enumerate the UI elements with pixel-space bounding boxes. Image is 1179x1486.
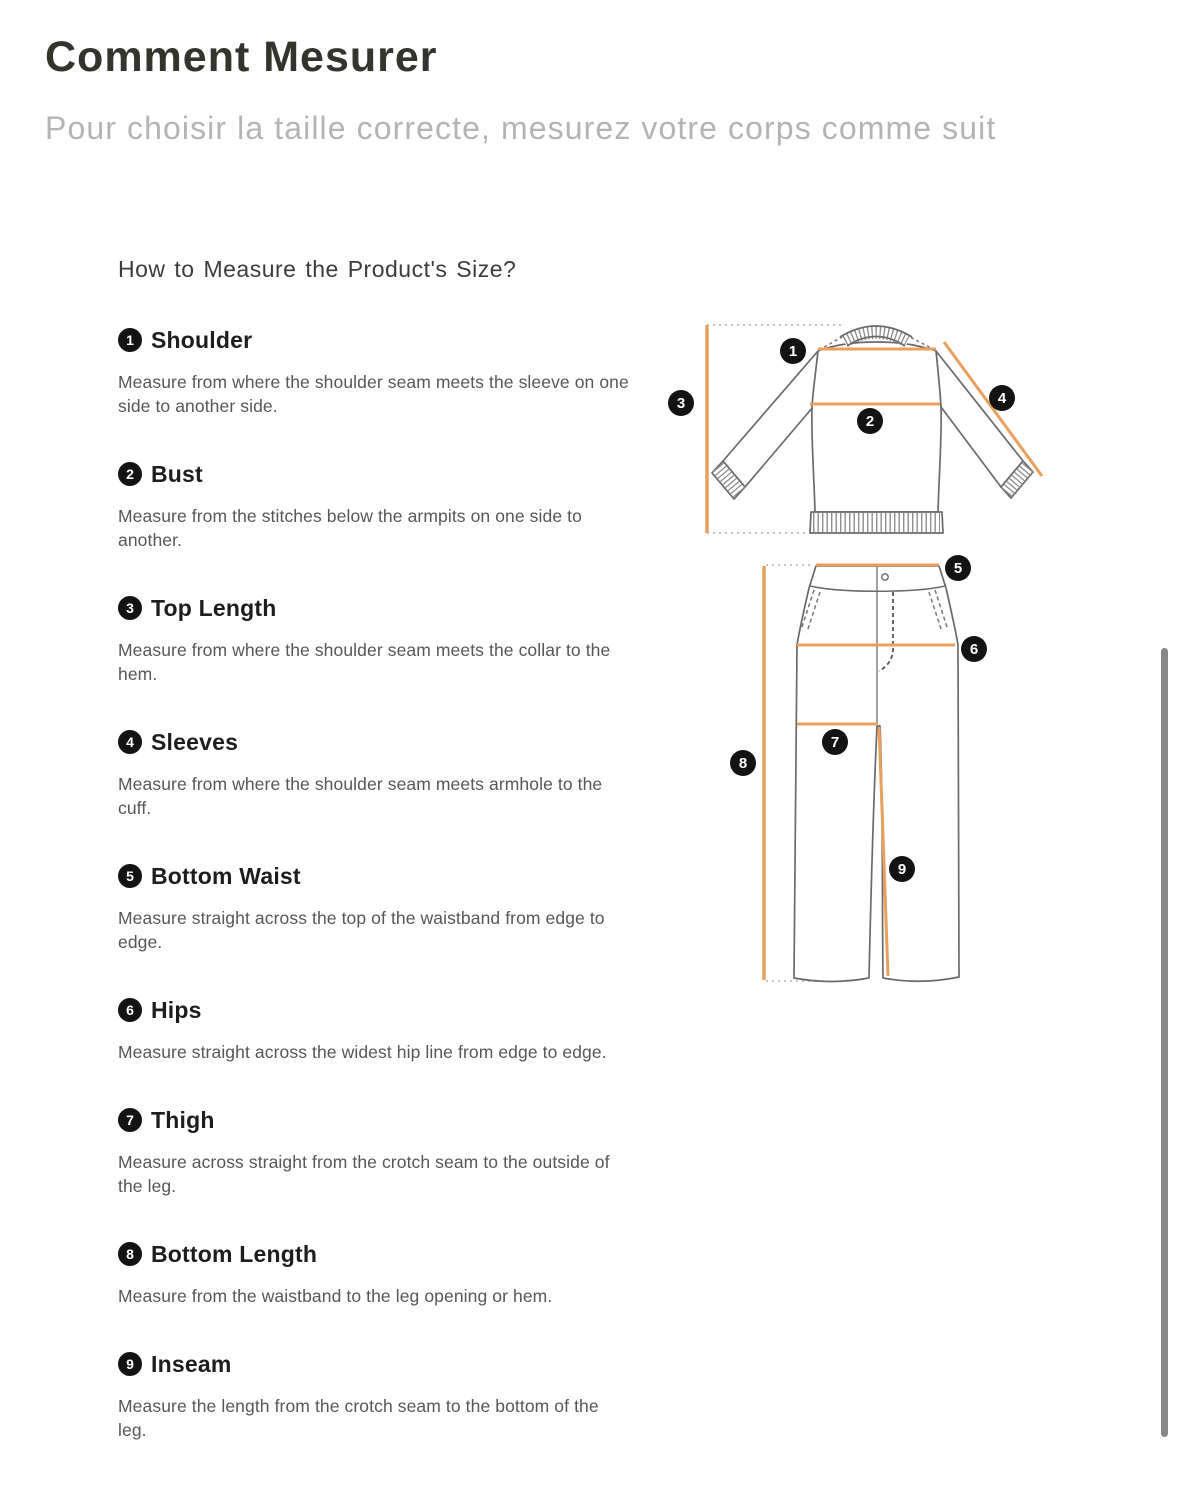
measure-item-hips <box>118 998 663 1064</box>
diagram-badge-top-length: 3 <box>668 390 694 416</box>
measure-item-title: Inseam <box>151 1351 232 1377</box>
measure-item-title: Bust <box>151 461 203 487</box>
step-number-badge: 2 <box>118 462 142 486</box>
measure-item-description: Measure from where the shoulder seam meets the collar to the hem. <box>118 640 611 684</box>
measure-item-sleeves <box>118 730 663 820</box>
sweater-diagram <box>655 315 1050 555</box>
measure-item-title: Thigh <box>151 1107 215 1133</box>
measure-item-description: Measure the length from the crotch seam to the bottom of the leg. <box>118 1396 599 1440</box>
step-number-badge: 7 <box>118 1108 142 1132</box>
step-number-badge: 4 <box>118 730 142 754</box>
diagram-badge-inseam: 9 <box>889 856 915 882</box>
measure-item-description: Measure straight across the top of the waistband from edge to edge. <box>118 908 605 952</box>
step-number-badge: 8 <box>118 1242 142 1266</box>
page-title: Comment Mesurer <box>45 33 438 81</box>
diagram-badge-thigh: 7 <box>822 729 848 755</box>
measure-item-title: Bottom Length <box>151 1241 318 1267</box>
pants-diagram <box>730 550 990 990</box>
measure-item-description: Measure from the stitches below the armpits on one side to another. <box>118 506 582 550</box>
step-number-badge: 3 <box>118 596 142 620</box>
measure-item-thigh <box>118 1108 663 1198</box>
measure-item-bottom-length <box>118 1242 663 1308</box>
diagram-badge-bottom-waist: 5 <box>945 555 971 581</box>
measure-item-bottom-waist <box>118 864 663 954</box>
guide-heading: How to Measure the Product's Size? <box>118 256 517 282</box>
measure-item-title: Hips <box>151 997 202 1023</box>
measure-item-shoulder <box>118 328 663 418</box>
measure-item-title: Shoulder <box>151 327 253 353</box>
step-number-badge: 1 <box>118 328 142 352</box>
step-number-badge: 6 <box>118 998 142 1022</box>
step-number-badge: 9 <box>118 1352 142 1376</box>
measure-item-bust <box>118 462 663 552</box>
step-number-badge: 5 <box>118 864 142 888</box>
measure-item-inseam <box>118 1352 663 1442</box>
measure-item-description: Measure straight across the widest hip line from edge to edge. <box>118 1042 607 1062</box>
diagram-badge-bottom-length: 8 <box>730 750 756 776</box>
measure-item-description: Measure from the waistband to the leg opening or hem. <box>118 1286 553 1306</box>
measure-item-top-length <box>118 596 663 686</box>
measure-item-title: Bottom Waist <box>151 863 301 889</box>
diagram-badge-bust: 2 <box>857 408 883 434</box>
measure-item-description: Measure from where the shoulder seam meets armhole to the cuff. <box>118 774 603 818</box>
diagram-badge-sleeves: 4 <box>989 385 1015 411</box>
diagram-badge-shoulder: 1 <box>780 338 806 364</box>
measure-item-title: Sleeves <box>151 729 239 755</box>
page-subtitle: Pour choisir la taille correcte, mesurez votre corps comme suit <box>45 110 997 146</box>
measure-item-title: Top Length <box>151 595 277 621</box>
diagram-badge-hips: 6 <box>961 636 987 662</box>
measure-item-description: Measure from where the shoulder seam meets the sleeve on one side to another side. <box>118 372 629 416</box>
measure-item-description: Measure across straight from the crotch seam to the outside of the leg. <box>118 1152 610 1196</box>
scrollbar-thumb[interactable] <box>1161 648 1168 1437</box>
measure-guide-panel <box>118 256 663 1486</box>
sweater-outline <box>712 342 1033 533</box>
